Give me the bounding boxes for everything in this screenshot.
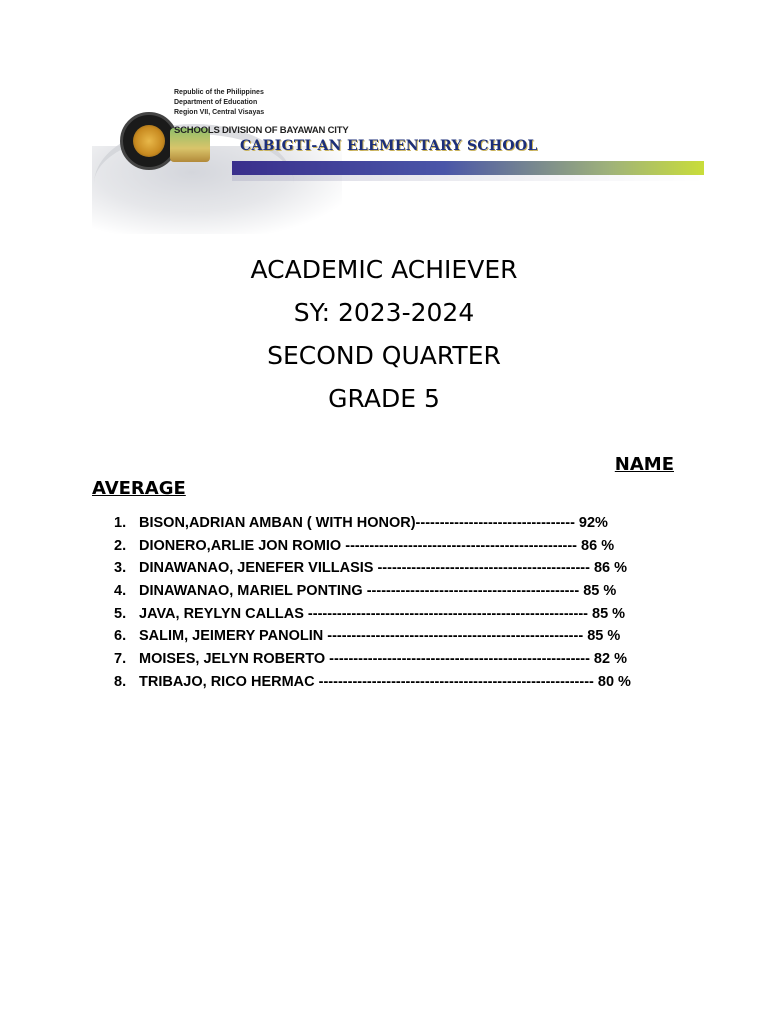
achievers-list (114, 512, 734, 694)
banner-band-shadow (232, 175, 704, 181)
school-name: CABIGTI-AN ELEMENTARY SCHOOL (240, 138, 538, 154)
column-header-average: AVERAGE (92, 478, 186, 499)
list-item-text: JAVA, REYLYN CALLAS ---------------------------------------------------------- 85 % (139, 605, 626, 622)
list-item-text: DIONERO,ARLIE JON ROMIO ------------------------------------------------ 86 % (139, 537, 615, 554)
list-item-number: 5. (114, 605, 127, 622)
column-header-name: NAME (614, 454, 674, 475)
title-academic-achiever: ACADEMIC ACHIEVER (250, 255, 518, 284)
list-item (114, 671, 734, 694)
list-item (114, 557, 734, 580)
list-item-text: MOISES, JELYN ROBERTO ------------------------------------------------------ 82 % (139, 651, 627, 668)
list-item-number: 6. (114, 628, 127, 645)
government-lines (174, 88, 264, 118)
list-item-text: TRIBAJO, RICO HERMAC --------------------------------------------------------- 80 % (139, 673, 631, 690)
title-grade: GRADE 5 (328, 384, 440, 413)
list-item-number: 3. (114, 560, 127, 577)
list-item-number: 8. (114, 673, 127, 690)
title-school-year: SY: 2023-2024 (293, 298, 475, 327)
list-item-number: 2. (114, 537, 127, 554)
list-item-text: BISON,ADRIAN AMBAN ( WITH HONOR)--------------------------------- 92% (139, 515, 608, 531)
title-block (0, 250, 768, 422)
list-item (114, 535, 734, 558)
division-name: SCHOOLS DIVISION OF BAYAWAN CITY (174, 125, 349, 136)
gov-line-department: Department of Education (174, 99, 258, 106)
gov-line-region: Region VII, Central Visayas (174, 109, 265, 116)
list-item (114, 625, 734, 648)
list-item-text: DINAWANAO, JENEFER VILLASIS -------------------------------------------- 86 % (139, 560, 628, 577)
list-item-number: 7. (114, 651, 127, 668)
title-quarter: SECOND QUARTER (267, 341, 501, 370)
list-item (114, 648, 734, 671)
list-item (114, 512, 734, 535)
list-item (114, 603, 734, 626)
list-item (114, 580, 734, 603)
list-item-text: DINAWANAO, MARIEL PONTING -------------------------------------------- 85 % (139, 583, 617, 600)
list-item-number: 1. (114, 515, 127, 531)
list-item-number: 4. (114, 583, 127, 600)
school-header-banner (92, 84, 704, 234)
banner-color-band (232, 161, 704, 175)
list-item-text: SALIM, JEIMERY PANOLIN ----------------------------------------------------- 85 % (139, 628, 621, 645)
gov-line-republic: Republic of the Philippines (174, 89, 264, 96)
